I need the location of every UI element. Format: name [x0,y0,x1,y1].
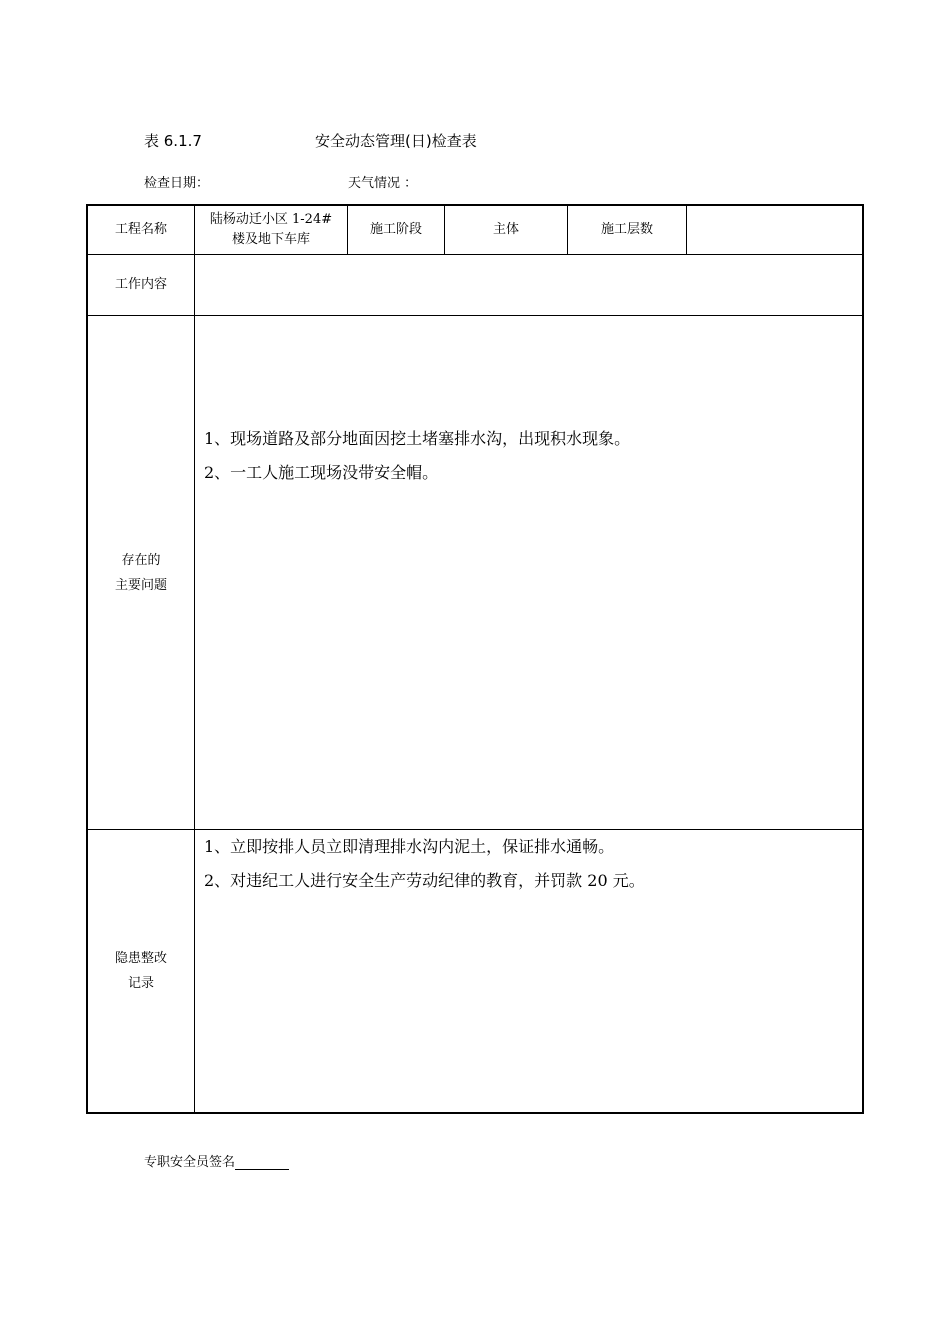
work-content-label: 工作内容 [114,277,167,292]
column-divider [194,206,195,1112]
problem-item: 2、一工人施工现场没带安全帽。 [204,463,439,482]
rectification-list [204,830,645,898]
row-divider [88,315,862,316]
main-problems-label [88,316,194,829]
rectification-label-line: 隐患整改 [114,951,167,966]
construction-phase-label: 施工阶段 [369,222,422,237]
problem-item: 1、现场道路及部分地面因挖土堵塞排水沟，出现积水现象。 [204,429,631,448]
table-number: 表 6.1.7 [144,132,202,150]
signature-line[interactable] [235,1155,289,1170]
weather-label: 天气情况 ： [348,176,418,191]
construction-floors-label: 施工层数 [600,222,653,237]
document-title: 安全动态管理(日)检查表 [315,132,477,150]
construction-phase-value: 主体 [492,222,519,237]
project-name-line: 楼及地下车库 [231,232,310,247]
project-name-line: 陆杨动迁小区 1-24# [209,212,333,227]
rectification-label [88,830,194,1112]
project-name-value [195,206,347,254]
work-content-value [195,255,862,315]
main-problems-label-line: 主要问题 [114,577,167,593]
problems-list [204,422,630,490]
safety-officer-signature [144,1151,289,1170]
project-name-label: 工程名称 [114,222,167,237]
inspection-table [86,204,864,1114]
rectification-label-line: 记录 [127,976,154,991]
main-problems-label-line: 存在的 [121,552,161,568]
inspection-date-label: 检查日期： [144,176,210,191]
signature-label: 专职安全员签名 [144,1155,236,1170]
construction-floors-value [687,206,862,254]
rectification-item: 2、对违纪工人进行安全生产劳动纪律的教育，并罚款 20 元。 [204,871,645,890]
rectification-item: 1、立即按排人员立即清理排水沟内泥土，保证排水通畅。 [204,837,615,856]
